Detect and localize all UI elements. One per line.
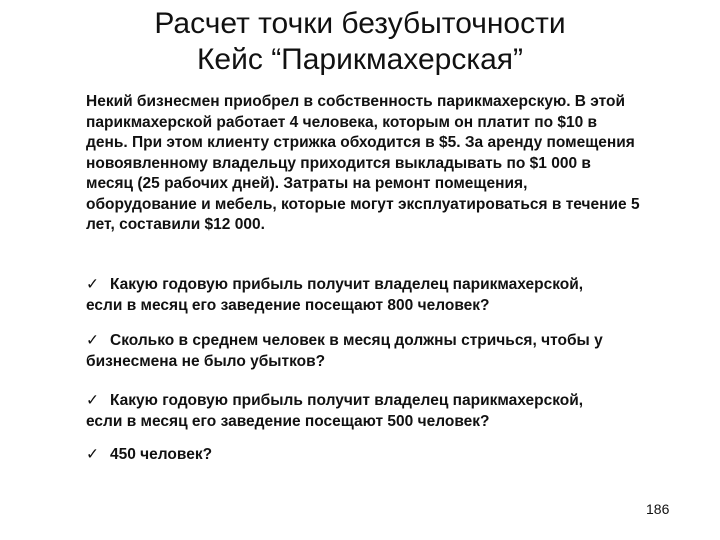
checkmark-icon: ✓ [86, 391, 99, 409]
slide-title [0, 6, 720, 78]
case-description [86, 92, 696, 236]
checkmark-icon: ✓ [86, 275, 99, 293]
page-number: 186 [646, 501, 670, 517]
question-text: если в месяц его заведение посещают 800 человек? [86, 296, 490, 314]
question-text: Сколько в среднем человек в месяц должны стричься, чтобы у [110, 332, 603, 349]
question-text: Какую годовую прибыль получит владелец парикмахерской, [110, 392, 584, 409]
question-text: Какую годовую прибыль получит владелец парикмахерской, [110, 276, 584, 293]
checkmark-icon: ✓ [86, 445, 99, 463]
question-text: бизнесмена не было убытков? [86, 352, 326, 370]
question-text: если в месяц его заведение посещают 500 человек? [86, 412, 490, 430]
description-line: Некий бизнесмен приобрел в собственность парикмахерскую. В этой [86, 93, 626, 110]
description-line: новоявленному владельцу приходится выкладывать по $1 000 в [86, 154, 591, 172]
question-3 [86, 390, 696, 432]
question-2 [86, 330, 696, 372]
description-line: парикмахерской работает 4 человека, которым он платит по $10 в [86, 113, 598, 131]
description-line: день. При этом клиенту стрижка обходится в $5. За аренду помещения [86, 134, 635, 151]
description-line: лет, составили $12 000. [86, 216, 265, 233]
description-line: оборудование и мебель, которые могут эксплуатироваться в течение 5 [86, 195, 640, 213]
description-line: месяц (25 рабочих дней). Затраты на ремонт помещения, [86, 175, 528, 192]
title-line-1: Расчет точки безубыточности [154, 7, 566, 40]
checkmark-icon: ✓ [86, 331, 99, 349]
question-text: 450 человек? [110, 446, 213, 463]
question-1 [86, 274, 696, 316]
question-4 [86, 444, 696, 466]
title-line-2: Кейс “Парикмахерская” [196, 43, 524, 76]
